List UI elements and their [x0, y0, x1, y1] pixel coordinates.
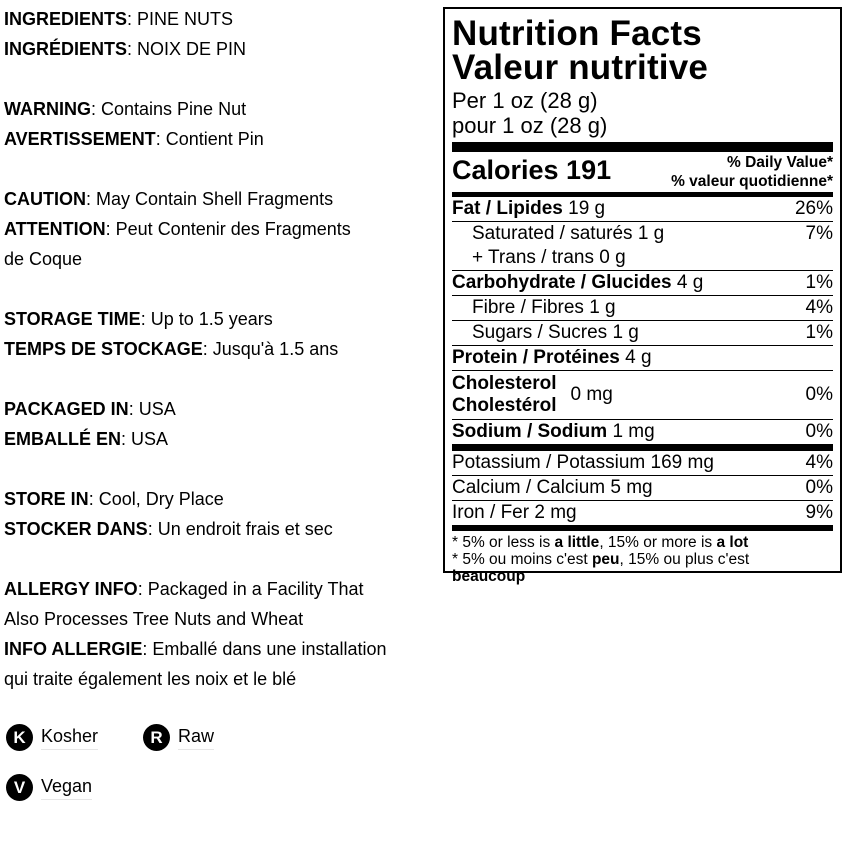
packaged-fr-label: EMBALLÉ EN [4, 429, 121, 449]
calcium-label: Calcium / Calcium 5 mg [452, 477, 653, 498]
storage-fr-label: TEMPS DE STOCKAGE [4, 339, 203, 359]
nutrition-facts-panel [443, 7, 842, 585]
allergy-fr-value: : Emballé dans une installation [142, 639, 387, 659]
warning-en-label: WARNING [4, 99, 91, 119]
ingredients-en-label: INGREDIENTS [4, 9, 128, 29]
potassium-dv: 4% [805, 452, 833, 473]
caution-fr [4, 214, 444, 244]
protein-amount: 4 g [619, 347, 652, 368]
allergy-fr-cont: qui traite également les noix et le blé [4, 669, 297, 689]
fat-dv: 26% [794, 198, 833, 219]
footnote-en-part4: a lot [716, 534, 749, 551]
vegan-icon: V [6, 774, 33, 801]
store-fr-value: : Un endroit frais et sec [147, 519, 333, 539]
allergy-fr [4, 634, 444, 664]
caution-en-label: CAUTION [4, 189, 86, 209]
calories-row [452, 152, 833, 192]
caution-fr-value: : Peut Contenir des Fragments [105, 219, 351, 239]
trans-row [452, 246, 833, 271]
fibre-dv: 4% [805, 297, 833, 318]
kosher-badge [6, 724, 98, 751]
cholesterol-label-fr: Cholestérol [452, 395, 557, 416]
iron-row [452, 501, 833, 526]
footnote-en-part1: * 5% or less is [452, 534, 555, 551]
cholesterol-label-en: Cholesterol [452, 373, 557, 394]
serving-size-en: Per 1 oz (28 g) [452, 88, 598, 113]
ingredients-fr-value: : NOIX DE PIN [127, 39, 247, 59]
sugars-row [452, 321, 833, 346]
warning-fr [4, 124, 444, 154]
storage-en-value: : Up to 1.5 years [140, 309, 273, 329]
thick-divider-3 [452, 526, 833, 531]
protein-row [452, 346, 833, 371]
calcium-row [452, 476, 833, 501]
cholesterol-amount: 0 mg [570, 384, 613, 405]
sodium-row [452, 420, 833, 445]
fat-label: Fat / Lipides [452, 198, 563, 219]
saturated-row [452, 222, 833, 246]
storage-fr-value: : Jusqu'à 1.5 ans [202, 339, 339, 359]
footnote-fr [452, 551, 833, 568]
packaged-fr-value: : USA [121, 429, 169, 449]
store-fr-label: STOCKER DANS [4, 519, 148, 539]
warning-fr-label: AVERTISSEMENT [4, 129, 156, 149]
iron-dv: 9% [805, 502, 833, 523]
footnote-en-part2: a little [554, 534, 600, 551]
cholesterol-dv: 0% [805, 384, 833, 405]
warning-en [4, 94, 444, 124]
storage-fr [4, 334, 444, 364]
fibre-label: Fibre / Fibres 1 g [472, 297, 616, 318]
trans-label: + Trans / trans 0 g [472, 247, 626, 268]
nutrition-title-en: Nutrition Facts [452, 14, 702, 53]
packaged-fr [4, 424, 444, 454]
raw-label: Raw [178, 726, 214, 750]
ingredients-en [4, 4, 444, 34]
calories-label: Calories 191 [452, 155, 612, 185]
warning-en-value: : Contains Pine Nut [91, 99, 247, 119]
sodium-amount: 1 mg [607, 421, 655, 442]
footnote-en [452, 534, 833, 551]
sugars-dv: 1% [805, 322, 833, 343]
saturated-dv: 7% [805, 223, 833, 244]
storage-en [4, 304, 444, 334]
raw-icon: R [143, 724, 170, 751]
kosher-label: Kosher [41, 726, 98, 750]
raw-badge [143, 724, 214, 751]
footnote-fr-part1: * 5% ou moins c'est [452, 551, 592, 568]
fat-amount: 19 g [562, 198, 606, 219]
packaged-en [4, 394, 444, 424]
packaged-en-label: PACKAGED IN [4, 399, 129, 419]
footnote-fr-part4: beaucoup [452, 568, 526, 585]
protein-label: Protein / Protéines [452, 347, 620, 368]
caution-en [4, 184, 444, 214]
caution-en-value: : May Contain Shell Fragments [86, 189, 334, 209]
allergy-en-cont: Also Processes Tree Nuts and Wheat [4, 609, 304, 629]
packaged-en-value: : USA [128, 399, 176, 419]
vegan-badge [6, 774, 92, 801]
nutrition-title-fr: Valeur nutritive [452, 48, 709, 87]
kosher-icon: K [6, 724, 33, 751]
caution-fr-label: ATTENTION [4, 219, 106, 239]
cholesterol-row [452, 371, 833, 420]
store-en-label: STORE IN [4, 489, 89, 509]
carbohydrate-label: Carbohydrate / Glucides [452, 272, 672, 293]
store-en-value: : Cool, Dry Place [88, 489, 224, 509]
allergy-en [4, 574, 444, 604]
footnote-fr-part2: peu [591, 551, 620, 568]
serving-size-fr: pour 1 oz (28 g) [452, 113, 608, 138]
allergy-fr-label: INFO ALLERGIE [4, 639, 143, 659]
daily-value-en: % Daily Value* [727, 154, 833, 171]
sugars-label: Sugars / Sucres 1 g [472, 322, 639, 343]
daily-value-fr: % valeur quotidienne* [671, 173, 833, 190]
product-info [4, 4, 444, 694]
carbohydrate-dv: 1% [805, 272, 833, 293]
footnote-fr-part3: , 15% ou plus c'est [619, 551, 750, 568]
allergy-en-value: : Packaged in a Facility That [137, 579, 364, 599]
fat-row [452, 197, 833, 222]
store-fr [4, 514, 444, 544]
storage-en-label: STORAGE TIME [4, 309, 141, 329]
iron-label: Iron / Fer 2 mg [452, 502, 577, 523]
fibre-row [452, 296, 833, 321]
sodium-dv: 0% [805, 421, 833, 442]
store-en [4, 484, 444, 514]
thick-divider [452, 142, 833, 152]
vegan-label: Vegan [41, 776, 92, 800]
calcium-dv: 0% [805, 477, 833, 498]
ingredients-fr-label: INGRÉDIENTS [4, 39, 128, 59]
ingredients-fr [4, 34, 444, 64]
ingredients-en-value: : PINE NUTS [127, 9, 234, 29]
warning-fr-value: : Contient Pin [155, 129, 264, 149]
sodium-label: Sodium / Sodium [452, 421, 608, 442]
footnote-en-part3: , 15% or more is [599, 534, 717, 551]
potassium-row [452, 451, 833, 476]
footnote [452, 534, 833, 585]
potassium-label: Potassium / Potassium 169 mg [452, 452, 714, 473]
caution-fr-cont: de Coque [4, 249, 83, 269]
saturated-label: Saturated / saturés 1 g [472, 223, 665, 244]
daily-value-header [671, 153, 833, 191]
carbohydrate-amount: 4 g [671, 272, 704, 293]
allergy-en-label: ALLERGY INFO [4, 579, 138, 599]
carbohydrate-row [452, 271, 833, 296]
